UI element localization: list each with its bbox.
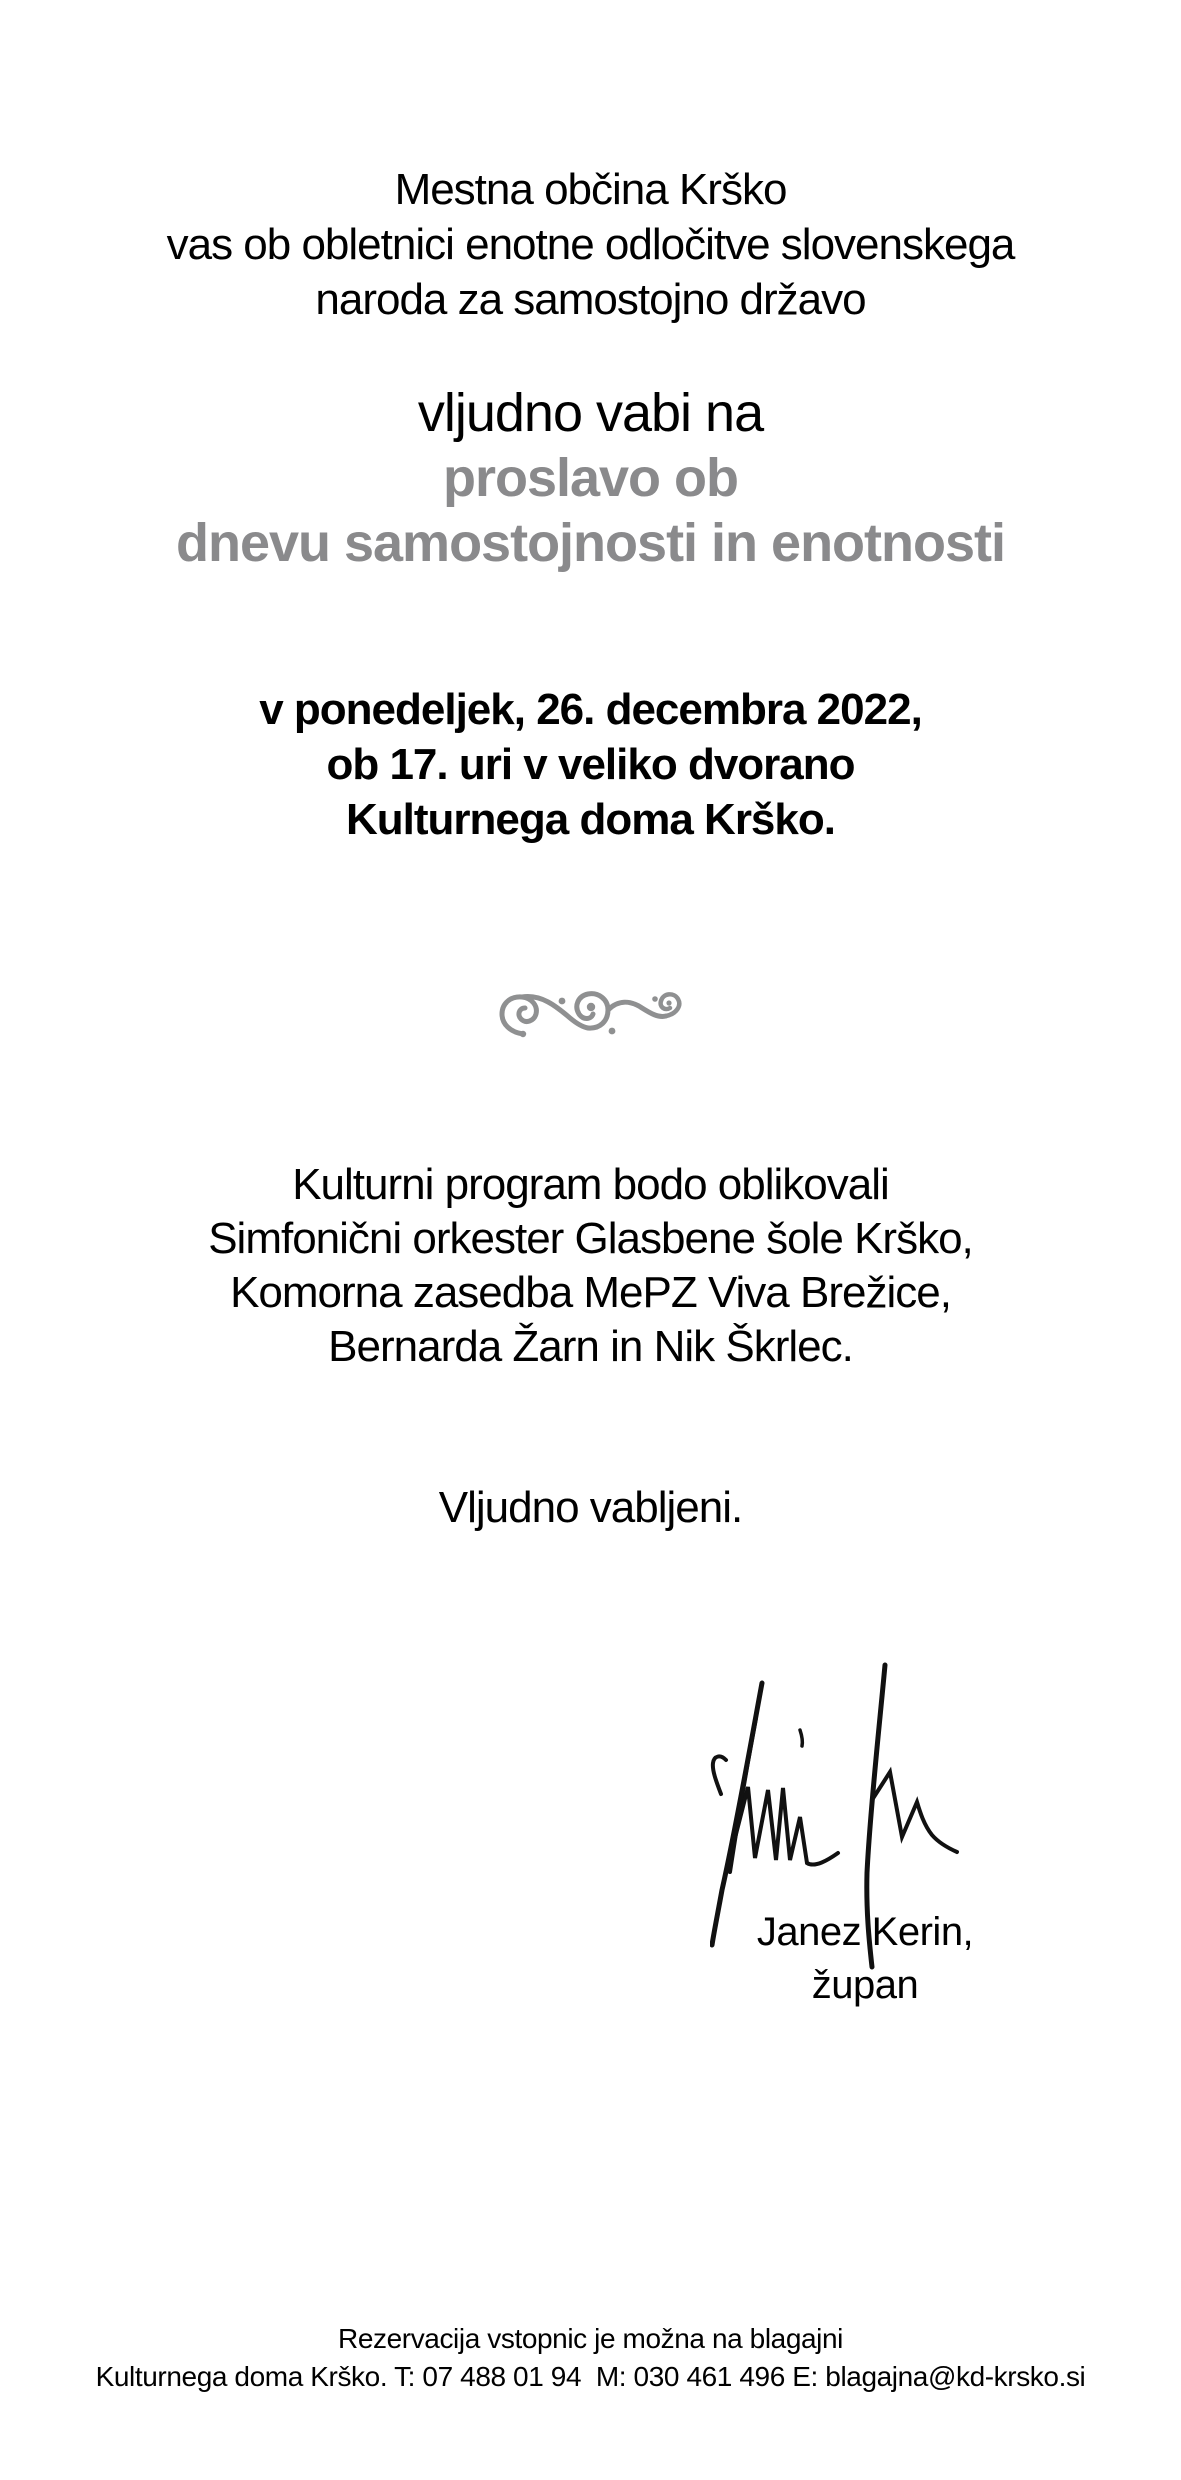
event-title-line-2: dnevu samostojnosti in enotnosti [175,513,1006,573]
occasion-line-2: naroda za samostojno državo [315,275,866,324]
invite-lead-line: vljudno vabi na [417,383,764,443]
date-line: v ponedeljek, 26. decembra 2022, [259,685,922,734]
datetime-block [0,682,1181,847]
flourish-divider [496,988,686,1044]
performer-line-2: Komorna zasedba MePZ Viva Brežice, [230,1268,951,1317]
program-block [0,1158,1181,1374]
signatory-name: Janez Kerin, [756,1910,974,1954]
closing-line: Vljudno vabljeni. [438,1483,743,1532]
host-name-line: Mestna občina Krško [394,165,787,214]
performer-line-1: Simfonični orkester Glasbene šole Krško, [208,1214,973,1263]
time-venue-line: ob 17. uri v veliko dvorano [326,740,855,789]
program-intro-line: Kulturni program bodo oblikovali [292,1160,889,1209]
event-title-line-1: proslavo ob [442,448,739,508]
footer-reservation-line: Rezervacija vstopnic je možna na blagajni [338,2323,843,2354]
footer-block [0,2320,1181,2396]
occasion-line-1: vas ob obletnici enotne odločitve slovenskega [166,220,1015,269]
signatory-title: župan [811,1963,919,2007]
intro-block [0,162,1181,327]
footer-contact-line: Kulturnega doma Krško. T: 07 488 01 94 M: 030 461 496 E: blagajna@kd-krsko.si [95,2361,1086,2392]
signatory-block [660,1906,1070,2012]
invitation-block [0,381,1181,576]
calligraphic-swirl-icon [496,988,686,1044]
venue-line: Kulturnega doma Krško. [346,795,835,844]
performer-line-3: Bernarda Žarn in Nik Škrlec. [328,1322,853,1371]
